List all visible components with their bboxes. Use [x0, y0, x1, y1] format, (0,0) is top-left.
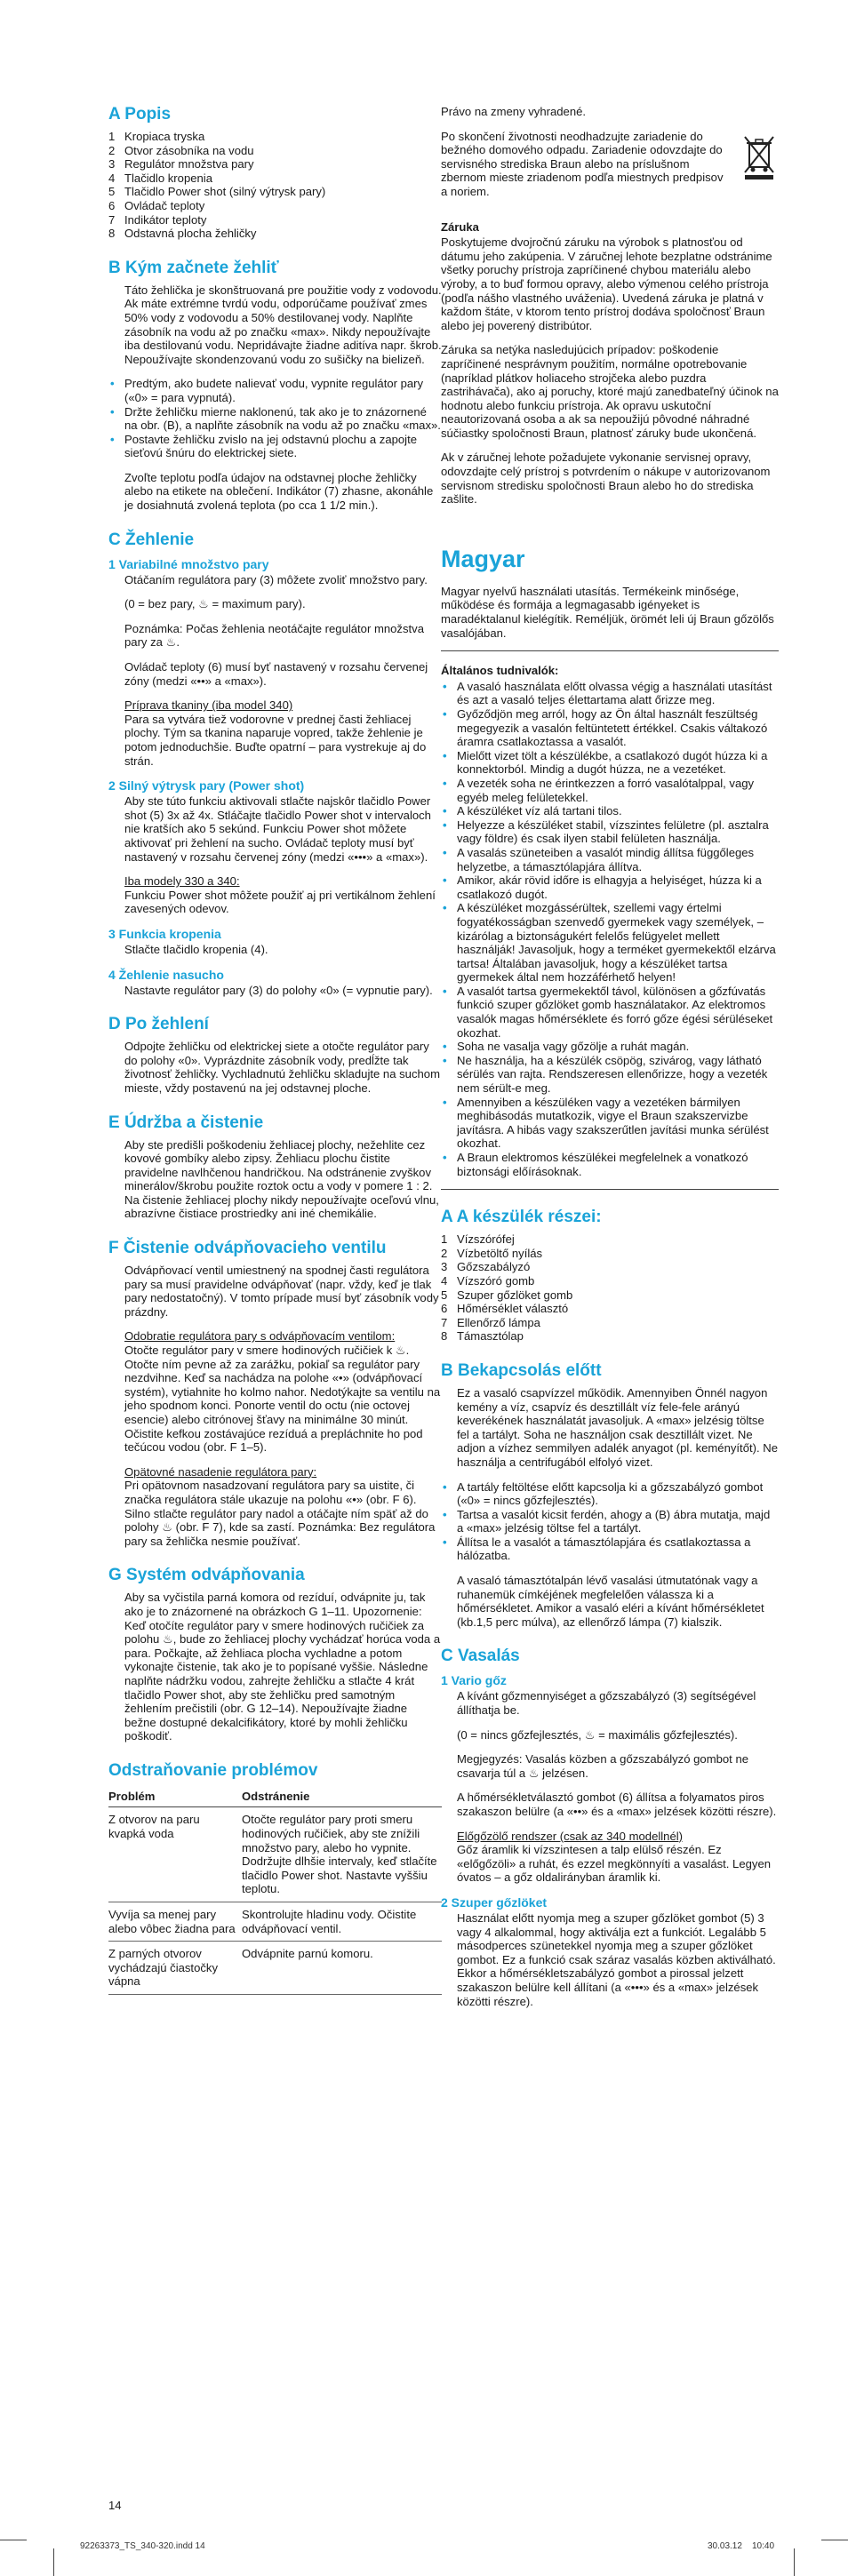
- table-row: [108, 1942, 442, 1995]
- list-item: • A Braun elektromos készülékei megfelelnek a vonatkozó biztonsági előírásoknak.: [441, 1151, 779, 1178]
- paragraph: Odpojte žehličku od elektrickej siete a otočte regulátor pary do polohy «0». Vyprázdnite zásobník vody, predĺžte tak životnosť žehličky. Vychladnutú žehličku skladujte na suchom mieste, vždy postavenú na jej odstavnej ploche.: [124, 1040, 440, 1095]
- underlined-heading: Iba modely 330 a 340:: [124, 874, 240, 889]
- divider: [441, 650, 779, 651]
- crop-mark: [794, 2548, 795, 2576]
- list-item: • Postavte žehličku zvislo na jej odstavnú plochu a zapojte sieťovú šnúru do elektrickej siete.: [108, 433, 442, 460]
- column-header: Odstránenie: [242, 1786, 442, 1807]
- list-item: • Győződjön meg arról, hogy az Ön által használt feszültség megegyezik a vasalón feltüntetett értékkel. Csakis váltakozó áramra csatlakoztassa a vasalót.: [441, 707, 779, 749]
- footer-time: 10:40: [752, 2541, 775, 2551]
- list-item: 7 Indikátor teploty: [108, 212, 207, 227]
- paragraph: Nastavte regulátor pary (3) do polohy «0» (= vypnutie pary).: [124, 983, 433, 997]
- paragraph: Ez a vasaló csapvízzel működik. Amennyiben Önnél nagyon kemény a víz, csapvíz és desztillált víz fele-fele arányú keverékének használatát javasoljuk. A «max» jelzésig töltse fel a tartályt. Soha ne használjon csak desztillált vizet. Ne adjon a vízhez semmilyen adalék anyagot (pl. keményítőt). Ne használja a centrifugából elfolyó vizet.: [457, 1385, 778, 1469]
- paragraph: Otáčaním regulátora pary (3) môžete zvoliť množstvo pary.: [124, 572, 428, 586]
- list-item: • Amikor, akár rövid időre is elhagyja a helyiséget, húzza ki a csatlakozó dugót.: [441, 873, 779, 901]
- subsection-title: 3 Funkcia kropenia: [108, 926, 221, 941]
- paragraph: Használat előtt nyomja meg a szuper gőzlöket gombot (5) 3 vagy 4 alkalommal, hogy aktiválja ezt a funkciót. Legalább 5 másodperces szünetekkel nyomja meg a szuper gőzlöket gombot. Ez a funkció csak száraz vasalás közben aktiválható. Ekkor a hőmérsékletszabályzó gombot a pirossal jelzett szakaszon belülre kell állítani (a «•••» és a «max» jelzések közötti részre).: [457, 1910, 776, 2008]
- list-item: 7 Ellenőrző lámpa: [441, 1315, 540, 1329]
- paragraph: Pri opätovnom nasadzovaní regulátora pary sa uistite, či značka regulátora stále ukazuje na polohu «•» (obr. F 6). Silno stlačte regulátor pary nadol a otáčajte ním späť až do polohy ♨ (obr. F 7), kde sa zastí. Poznámka: Bez regulátora pary sa žehlička nesmie používať.: [124, 1479, 436, 1548]
- paragraph: Gőz áramlik ki vízszintesen a talp elülső részén. Ez «előgőzöli» a ruhát, és ezzel megkönnyíti a vasalást. Legyen óvatos – a gőz oldalirányban áramlik ki.: [457, 1843, 772, 1885]
- section-a-title: A A készülék részei:: [441, 1208, 602, 1227]
- list-item: 8 Támasztólap: [441, 1329, 524, 1344]
- right-column: [441, 105, 779, 2019]
- paragraph: Aby ste túto funkciu aktivovali stlačte najskôr tlačidlo Power shot (5) 3x až 4x. Stláčajte tlačidlo Power shot v intervaloch nie kratších ako 5 sekúnd. Funkciu Power shot môžete aktivovať pri žehlení na sucho. Ovládač teploty musí byť nastavený v rozsahu červenej zóny (medzi «•••» a «max»).: [124, 794, 431, 864]
- table-cell: Otočte regulátor pary proti smeru hodinových ručičiek, aby ste znížili množstvo pary, alebo ho vypnite. Dodržujte dlhšie intervaly, keď stlačíte tlačidlo Power shot. Nastavte vyššiu teplotu.: [242, 1807, 442, 1902]
- paragraph: Ovládač teploty (6) musí byť nastavený v rozsahu červenej zóny (medzi «••» a «max»).: [124, 660, 428, 688]
- troubleshooting-table: [108, 1786, 442, 1995]
- weee-bin-icon: [740, 133, 779, 181]
- bullet-list: [441, 1480, 779, 1564]
- paragraph: Funkciu Power shot môžete použiť aj pri vertikálnom žehlení zavesených odevov.: [124, 888, 436, 916]
- list-item: 3 Regulátor množstva pary: [108, 157, 254, 171]
- list-item: 2 Vízbetöltő nyílás: [441, 1246, 543, 1260]
- list-item: 6 Hőmérséklet választó: [441, 1302, 569, 1316]
- list-item: • Amennyiben a készüléken vagy a vezetéken bármilyen meghibásodás mutatkozik, vigye el Braun szakszervizbe javításra. A hibás vagy szakszerűtlen javítási munka sérülést okozhat.: [441, 1096, 779, 1151]
- underlined-heading: Odobratie regulátora pary s odvápňovacím ventilom:: [124, 1329, 396, 1344]
- troubleshooting-title: Odstraňovanie problémov: [108, 1760, 318, 1780]
- paragraph: Právo na zmeny vyhradené.: [441, 105, 587, 118]
- table-row: [108, 1807, 442, 1902]
- table-cell: Skontrolujte hladinu vody. Očistite odvápňovací ventil.: [242, 1902, 442, 1942]
- paragraph: Záruka sa netýka nasledujúcich prípadov: poškodenie zapríčinené nesprávnym použitím, normálne opotrebovanie (napríklad plátkov holiaceho strojčeka alebo puzdra zastrihávača), ako aj poruchy, ktoré majú zanedbateľný účinok na hodnotu alebo funkciu prístroja. Ak opravu uskutoční neautorizovaná osoba a ak sa nepoužijú pôvodné náhradné súčiastky spoločnosti Braun, platnosť záruky bude ukončená.: [441, 343, 779, 440]
- general-title: Általános tudnivalók:: [441, 664, 559, 678]
- list-item: • A készüléket mozgássérültek, szellemi vagy értelmi fogyatékosságban szenvedő gyermekek vagy személyek, – kizárólag a biztonságukért felelős felügyelet mellett használják! Javasoljuk, hogy a terméket gyermekektől elzárva tartsa! Általában javasoljuk, hogy a készüléket tartsa gyermekek által nem hozzáférhető helyen!: [441, 901, 779, 985]
- list-item: 4 Tlačidlo kropenia: [108, 171, 212, 185]
- list-item: 1 Kropiaca tryska: [108, 130, 205, 143]
- paragraph: Táto žehlička je skonštruovaná pre použitie vody z vodovodu. Ak máte extrémne tvrdú vodu, odporúčame používať zmes 50% vody z vodovodu a 50% destilovanej vody. Naplňte zásobník na vodu až po značku «max». Nikdy nepoužívajte iba destilovanú vodu. Nepridávajte žiadne aditíva napr. škrob. Nepoužívajte skondenzovanú vodu zo sušičky na bielizeň.: [124, 283, 442, 366]
- list-item: 2 Otvor zásobníka na vodu: [108, 143, 254, 157]
- section-d-title: D Po žehlení: [108, 1015, 209, 1034]
- paragraph: Para sa vytvára tiež vodorovne v prednej časti žehliacej plochy. Tým sa tkanina naparuje vopred, takže žehlenie je potom jednoduchšie. Buďte opatrní – para vystrekuje aj do strán.: [124, 712, 427, 768]
- paragraph: Otočte regulátor pary v smere hodinových ručičiek k ♨. Otočte ním pevne až za zarážku, pokiaľ sa regulátor pary nezdvihne. Keď sa nachádza na polohe «•» (odvápňovací systém), vytiahnite ho kolmo nahor. Nedotýkajte sa ventilu na jeho spodnom konci. Ponorte ventil do octu (nie octovej esencie) alebo citrónovej šťavy na minimálne 30 minút. Očistite kefkou zostávajúce rezíduá a prepláchnite ho pod tečúcou vodou (obr. F 1–5).: [124, 1344, 441, 1455]
- paragraph: Aby sa vyčistila parná komora od rezíduí, odvápnite ju, tak ako je to znázornené na obrázkoch G 1–11. Upozornenie: Keď otočíte regulátor pary v smere hodinových ručičiek za polohu ♨, bude zo žehliacej plochy vychádzať horúca voda a para. Počkajte, až žehliaca plocha vychladne a potom vykonajte čistenie, tak ako je to popísané vyššie. Následne naplňte nádržku vodou, zahrejte žehličku a stlačte 4 krát tlačidlo Power shot, aby ste žehličku pred samotným žehlením prečistili (obr. G 12–14). Nepoužívajte žiadne bežne dostupné dekalcifikátory, ktoré by mohli žehličku poškodiť.: [124, 1591, 441, 1743]
- left-column: [108, 105, 442, 1995]
- paragraph: Ak v záručnej lehote požadujete vykonanie servisnej opravy, odovzdajte celý prístroj s potvrdením o nákupe v autorizovanom servisnom stredisku spoločnosti Braun alebo ho do strediska zašlite.: [441, 451, 771, 506]
- list-item: • Predtým, ako budete nalievať vodu, vypnite regulátor pary («0» = para vypnutá).: [108, 377, 442, 404]
- paragraph: Stlačte tlačidlo kropenia (4).: [124, 942, 268, 956]
- table-cell: Odvápnite parnú komoru.: [242, 1942, 442, 1995]
- warranty-title: Záruka: [441, 219, 479, 234]
- list-item: • A vasalás szüneteiben a vasalót mindig állítsa függőleges helyzetbe, a támasztólapjára állítva.: [441, 846, 779, 873]
- parts-list: [441, 1232, 779, 1344]
- list-item: 5 Tlačidlo Power shot (silný výtrysk pary): [108, 185, 326, 199]
- list-item: • Mielőtt vizet tölt a készülékbe, a csatlakozó dugót húzza ki a konnektorból. Mindig a dugót húzza, ne a vezetéket.: [441, 749, 779, 777]
- list-item: 8 Odstavná plocha žehličky: [108, 227, 257, 241]
- paragraph: Magyar nyelvű használati utasítás. Termékeink minősége, működése és formája a legmagasabb igényeket is maradéktalanul kielégítik. Reméljük, örömét leli új Braun gőzölős vasalójában.: [441, 584, 774, 640]
- paragraph: Aby ste predišli poškodeniu žehliacej plochy, nežehlite cez kovové gombíky alebo zipsy. Žehliacu plochu čistite pravidelne navlhčenou handričkou. Na odstránenie zvyškov minerálov/škrobu použite roztok octu a vody v pomere 1 : 2. Na čistenie žehliacej plochy nikdy nepoužívajte oceľovú vlnu, abrazívne čistiace prostriedky ani iné chemikálie.: [124, 1137, 439, 1221]
- list-item: • A vezeték soha ne érintkezzen a forró vasalótalppal, vagy egyéb meleg felületekkel.: [441, 777, 779, 804]
- list-item: • Helyezze a készüléket stabil, vízszintes felületre (pl. asztalra vagy földre) és csak ilyen stabil felületen használja.: [441, 818, 779, 846]
- section-b-title: B Bekapcsolás előtt: [441, 1360, 602, 1380]
- footer-file: 92263373_TS_340-320.indd 14: [80, 2541, 205, 2551]
- paragraph: Po skončení životnosti neodhadzujte zariadenie do bežného domového odpadu. Zariadenie odovzdajte do servisného strediska Braun alebo na príslušnom zbernom mieste zriadenom podľa miestnych predpisov a noriem.: [441, 129, 724, 198]
- list-item: • Tartsa a vasalót kicsit ferdén, ahogy a (B) ábra mutatja, majd a «max» jelzésig töltse fel a tartályt.: [441, 1508, 779, 1535]
- list-item: 6 Ovládač teploty: [108, 198, 205, 212]
- bullet-list: [108, 377, 442, 460]
- list-item: • A vasalót tartsa gyermekektől távol, különösen a gőzfúvatás funkció szuper gőzlöket gomb használatakor. Az elektromos vasalók magas hőmérséklete és forró gőze égési sérüléseket okozhat.: [441, 985, 779, 1040]
- list-item: 4 Vízszóró gomb: [441, 1273, 535, 1288]
- underlined-heading: Príprava tkaniny (iba model 340): [124, 698, 293, 713]
- table-row: [108, 1902, 442, 1942]
- list-item: • Ne használja, ha a készülék csöpög, szivárog, vagy látható sérülés van rajta. Rendszeresen ellenőrizze, hogy a vezeték nem sérült-e meg.: [441, 1054, 779, 1096]
- underlined-heading: Opätovné nasadenie regulátora pary:: [124, 1464, 317, 1479]
- section-c-title: C Žehlenie: [108, 530, 195, 549]
- section-c-title: C Vasalás: [441, 1647, 520, 1666]
- section-a-title: A Popis: [108, 105, 172, 124]
- page-number: 14: [108, 2499, 122, 2512]
- language-title: Magyar: [441, 545, 525, 572]
- list-item: • A vasaló használata előtt olvassa végig a használati utasítást és azt a vasaló teljes élettartama alatt őrizze meg.: [441, 680, 779, 707]
- paragraph: A kívánt gőzmennyiséget a gőzszabályzó (3) segítségével állíthatja be.: [457, 1689, 756, 1718]
- subsection-title: 2 Silný výtrysk pary (Power shot): [108, 778, 305, 794]
- paragraph: Megjegyzés: Vasalás közben a gőzszabályzó gombot ne csavarja túl a ♨ jelzésen.: [457, 1752, 749, 1780]
- paragraph: Zvoľte teplotu podľa údajov na odstavnej ploche žehličky alebo na etikete na oblečení. Indikátor (7) zhasne, akonáhle je dosiahnutá zvolená teplota (po cca 1 1/2 min.).: [124, 470, 434, 513]
- paragraph: (0 = nincs gőzfejlesztés, ♨ = maximális gőzfejlesztés).: [457, 1727, 738, 1742]
- crop-mark: [53, 2548, 54, 2576]
- paragraph: Poznámka: Počas žehlenia neotáčajte regulátor množstva pary za ♨.: [124, 621, 424, 650]
- parts-list: [108, 130, 442, 241]
- table-header-row: [108, 1786, 442, 1807]
- subsection-title: 4 Žehlenie nasucho: [108, 967, 224, 982]
- list-item: • A tartály feltöltése előtt kapcsolja ki a gőzszabályzó gombot («0» = nincs gőzfejlesztés).: [441, 1480, 779, 1508]
- subsection-title: 1 Vario gőz: [441, 1673, 507, 1688]
- subsection-title: 2 Szuper gőzlöket: [441, 1894, 548, 1910]
- footer-date: 30.03.12: [708, 2541, 742, 2551]
- list-item: 1 Vízszórófej: [441, 1232, 515, 1247]
- list-item: 3 Gőzszabályzó: [441, 1260, 531, 1274]
- subsection-title: 1 Variabilné množstvo pary: [108, 556, 269, 571]
- section-g-title: G Systém odvápňovania: [108, 1566, 305, 1585]
- table-cell: Z otvorov na paru kvapká voda: [108, 1807, 242, 1902]
- table-cell: Z parných otvorov vychádzajú čiastočky vápna: [108, 1942, 242, 1995]
- list-item: • Držte žehličku mierne naklonenú, tak ako je to znázornené na obr. (B), a naplňte zásobník na vodu až po značku «max».: [108, 405, 442, 433]
- section-f-title: F Čistenie odvápňovacieho ventilu: [108, 1239, 387, 1258]
- paragraph: A vasaló támasztótalpán lévő vasalási útmutatónak vagy a ruhanemük címkéjének megfelelően válassza ki a hőmérsékletet. Amikor a vasaló eléri a kívánt hőmérsékletet (kb.1,5 perc múlva), az ellenőrző lámpa (7) kialszik.: [457, 1574, 764, 1629]
- bullet-list: [441, 680, 779, 1178]
- list-item: • Soha ne vasalja vagy gőzölje a ruhát magán.: [441, 1040, 779, 1054]
- paragraph: A hőmérsékletválasztó gombot (6) állítsa a folyamatos piros szakaszon belülre (a «••» és a «max» jelzések közötti részre).: [457, 1790, 777, 1818]
- column-header: Problém: [108, 1786, 242, 1807]
- list-item: • Állítsa le a vasalót a támasztólapjára és csatlakoztassa a hálózatba.: [441, 1535, 779, 1563]
- list-item: 5 Szuper gőzlöket gomb: [441, 1288, 573, 1302]
- section-b-title: B Kým začnete žehliť: [108, 258, 279, 277]
- table-cell: Vyvíja sa menej pary alebo vôbec žiadna para: [108, 1902, 242, 1942]
- section-e-title: E Údržba a čistenie: [108, 1113, 264, 1132]
- paragraph: Poskytujeme dvojročnú záruku na výrobok s platnosťou od dátumu jeho zakúpenia. V záručnej lehote bezplatne odstránime všetky poruchy prístroja zapríčinené chybou materiálu alebo výroby, a to buď formou opravy, alebo výmenou celého prístroja (podľa nášho vlastného uváženia). Uvedená záruka je platná v každom štáte, v ktorom tento prístroj dodáva spoločnosť Braun alebo jej poverený distribútor.: [441, 235, 772, 332]
- paragraph: Odvápňovací ventil umiestnený na spodnej časti regulátora pary sa musí pravidelne odvápňovať (napr. vždy, keď je tlak pary nedostatočný). V tomto prípade musí byť zásobník vody prázdny.: [124, 1264, 439, 1319]
- paragraph: (0 = bez pary, ♨ = maximum pary).: [124, 597, 306, 611]
- divider: [441, 1189, 779, 1190]
- underlined-heading: Előgőzölő rendszer (csak az 340 modellnél): [457, 1829, 684, 1843]
- list-item: • A készüléket víz alá tartani tilos.: [441, 804, 779, 818]
